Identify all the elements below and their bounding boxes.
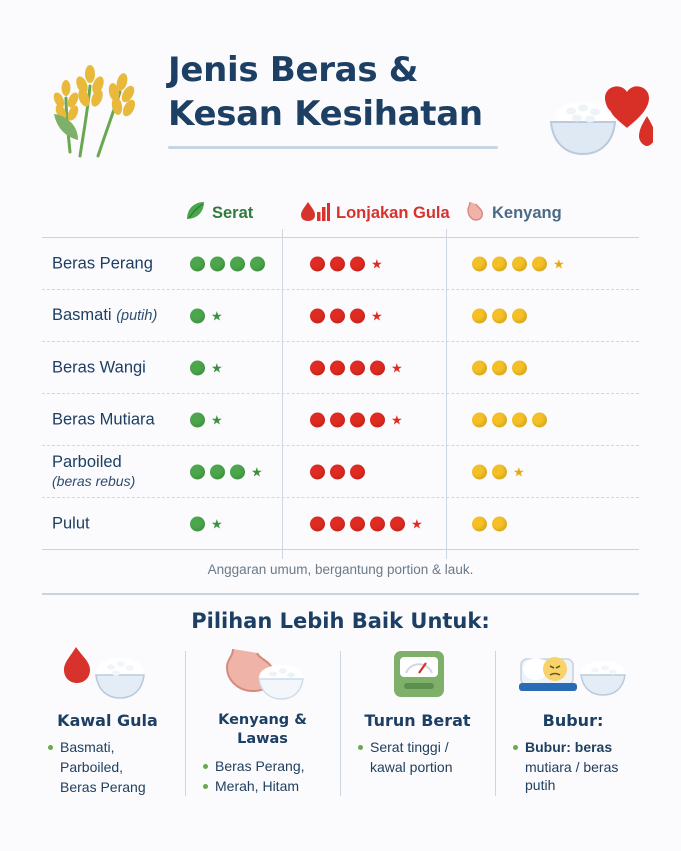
rating-serat [190,516,223,531]
card-title: Kawal Gula [57,711,158,730]
section-divider [42,593,639,595]
row-label: Beras Perang [52,254,153,272]
list-item: Beras Perang, [203,757,332,775]
table-row [42,290,639,342]
rating-star-icon: ★ [251,464,263,479]
rating-serat [190,360,223,375]
rating-dot [210,464,225,479]
list-item: mutiara / beras putih [525,759,619,793]
rating-dot [512,360,527,375]
table-row [42,446,639,498]
title-line-2: Kesan Kesihatan [168,94,483,134]
weight-scale-icon [348,643,487,705]
column-header-lonjakan-gula [300,200,450,227]
table-row [42,238,639,290]
table-footnote: Anggaran umum, bergantung portion & lauk. [207,562,474,577]
rating-kenyang [472,516,507,531]
rating-star-icon: ★ [211,308,223,323]
card-bullets [193,757,332,795]
rating-dot [310,360,325,375]
table-rows [42,238,639,550]
table-column-headers [42,193,639,233]
rating-star-icon: ★ [211,516,223,531]
rating-star-icon: ★ [553,256,565,271]
rating-serat [190,308,223,323]
row-label: Pulut [52,514,90,532]
table-row [42,342,639,394]
rating-star-icon: ★ [371,256,383,271]
row-label-sub: (beras rebus) [52,472,136,489]
rating-kenyang [472,464,525,479]
comparison-table [42,185,639,577]
rating-dot [390,516,405,531]
rating-dot [330,516,345,531]
rating-dot [492,256,507,271]
blood-drop-chart-icon [300,200,330,227]
list-item: kawal portion [370,759,453,775]
rating-dot [350,308,365,323]
rating-dot [370,360,385,375]
row-label: Beras Mutiara [52,410,155,428]
rating-serat [190,256,265,271]
rating-gula [310,516,423,531]
table-row [42,498,639,550]
card-title: Kenyang & Lawas [218,712,307,747]
rating-star-icon: ★ [513,464,525,479]
column-header-kenyang-label: Kenyang [492,203,562,222]
rating-dot [370,412,385,427]
leaf-icon [184,200,206,227]
list-item: Serat tinggi / [358,738,487,756]
rating-dot [310,412,325,427]
rating-dot [310,516,325,531]
rating-dot [512,256,527,271]
rating-star-icon: ★ [411,516,423,531]
rating-dot [190,360,205,375]
rating-dot [330,412,345,427]
rating-gula [310,308,383,323]
wheat-icon [50,52,160,162]
rating-gula [310,412,403,427]
rating-dot [472,464,487,479]
rating-dot [190,516,205,531]
sick-person-bed-icon [503,643,643,705]
rating-dot [350,516,365,531]
card-bullets [348,738,487,776]
rating-star-icon: ★ [391,360,403,375]
rating-dot [532,412,547,427]
card-title: Bubur: [542,711,604,730]
table-row [42,394,639,446]
rating-star-icon: ★ [371,308,383,323]
rating-dot [472,516,487,531]
rating-dot [330,360,345,375]
card-bubur [495,643,651,818]
title-line-1: Jenis Beras & [168,50,419,90]
rating-dot [370,516,385,531]
list-item: Basmati, [48,738,177,756]
rating-dot [230,464,245,479]
rating-dot [310,256,325,271]
column-header-kenyang [462,200,562,227]
row-label-sub: (putih) [116,307,158,324]
rating-dot [492,516,507,531]
rating-dot [190,464,205,479]
row-label: Beras Wangi [52,358,146,376]
title-underline [168,146,498,149]
rating-dot [250,256,265,271]
rating-kenyang [472,360,527,375]
bottom-section-title: Pilihan Lebih Baik Untuk: [191,609,490,633]
rating-serat [190,464,263,479]
row-label: Parboiled (beras rebus) [52,452,136,489]
rating-gula [310,256,383,271]
rating-dot [350,360,365,375]
card-kawal-gula [30,643,185,818]
rating-dot [472,360,487,375]
rating-dot [330,256,345,271]
rating-dot [492,464,507,479]
column-header-serat [184,200,253,227]
rating-dot [472,256,487,271]
rating-dot [190,256,205,271]
rating-dot [190,412,205,427]
rating-gula [310,464,365,479]
rating-dot [210,256,225,271]
rating-dot [512,308,527,323]
list-item [513,738,643,756]
card-title: Turun Berat [364,711,471,730]
rating-kenyang [472,256,565,271]
header [0,0,681,185]
rating-kenyang [472,308,527,323]
rating-dot [492,412,507,427]
column-header-serat-label: Serat [212,203,254,222]
rating-dot [492,308,507,323]
rating-gula [310,360,403,375]
card-bullets [38,738,177,796]
rating-dot [532,256,547,271]
card-kenyang-lawas [185,643,340,818]
row-label: Basmati (putih) [52,305,158,324]
rating-dot [190,308,205,323]
rating-dot [472,412,487,427]
rating-kenyang [472,412,547,427]
rating-dot [512,412,527,427]
heart-rice-bowl-icon [523,78,653,168]
list-item: Parboiled, [60,759,124,775]
card-turun-berat [340,643,495,818]
rating-dot [350,464,365,479]
stomach-icon [462,200,486,227]
rating-dot [330,464,345,479]
recommendation-cards [30,643,651,818]
list-item: Merah, Hitam [203,777,332,795]
rating-dot [330,308,345,323]
rating-dot [350,256,365,271]
rating-serat [190,412,223,427]
page-title [168,48,528,149]
list-item-emphasis: Bubur: beras [525,739,613,755]
column-header-gula-label: Lonjakan Gula [336,203,450,222]
rating-star-icon: ★ [211,360,223,375]
rating-dot [310,308,325,323]
list-item: Beras Perang [60,779,146,795]
card-bullets [503,738,643,794]
rating-dot [472,308,487,323]
rating-star-icon: ★ [211,412,223,427]
rating-dot [230,256,245,271]
stomach-rice-icon [193,643,332,705]
rating-dot [492,360,507,375]
rating-star-icon: ★ [391,412,403,427]
blood-drop-rice-bowl-icon [38,643,177,705]
rating-dot [310,464,325,479]
rating-dot [350,412,365,427]
